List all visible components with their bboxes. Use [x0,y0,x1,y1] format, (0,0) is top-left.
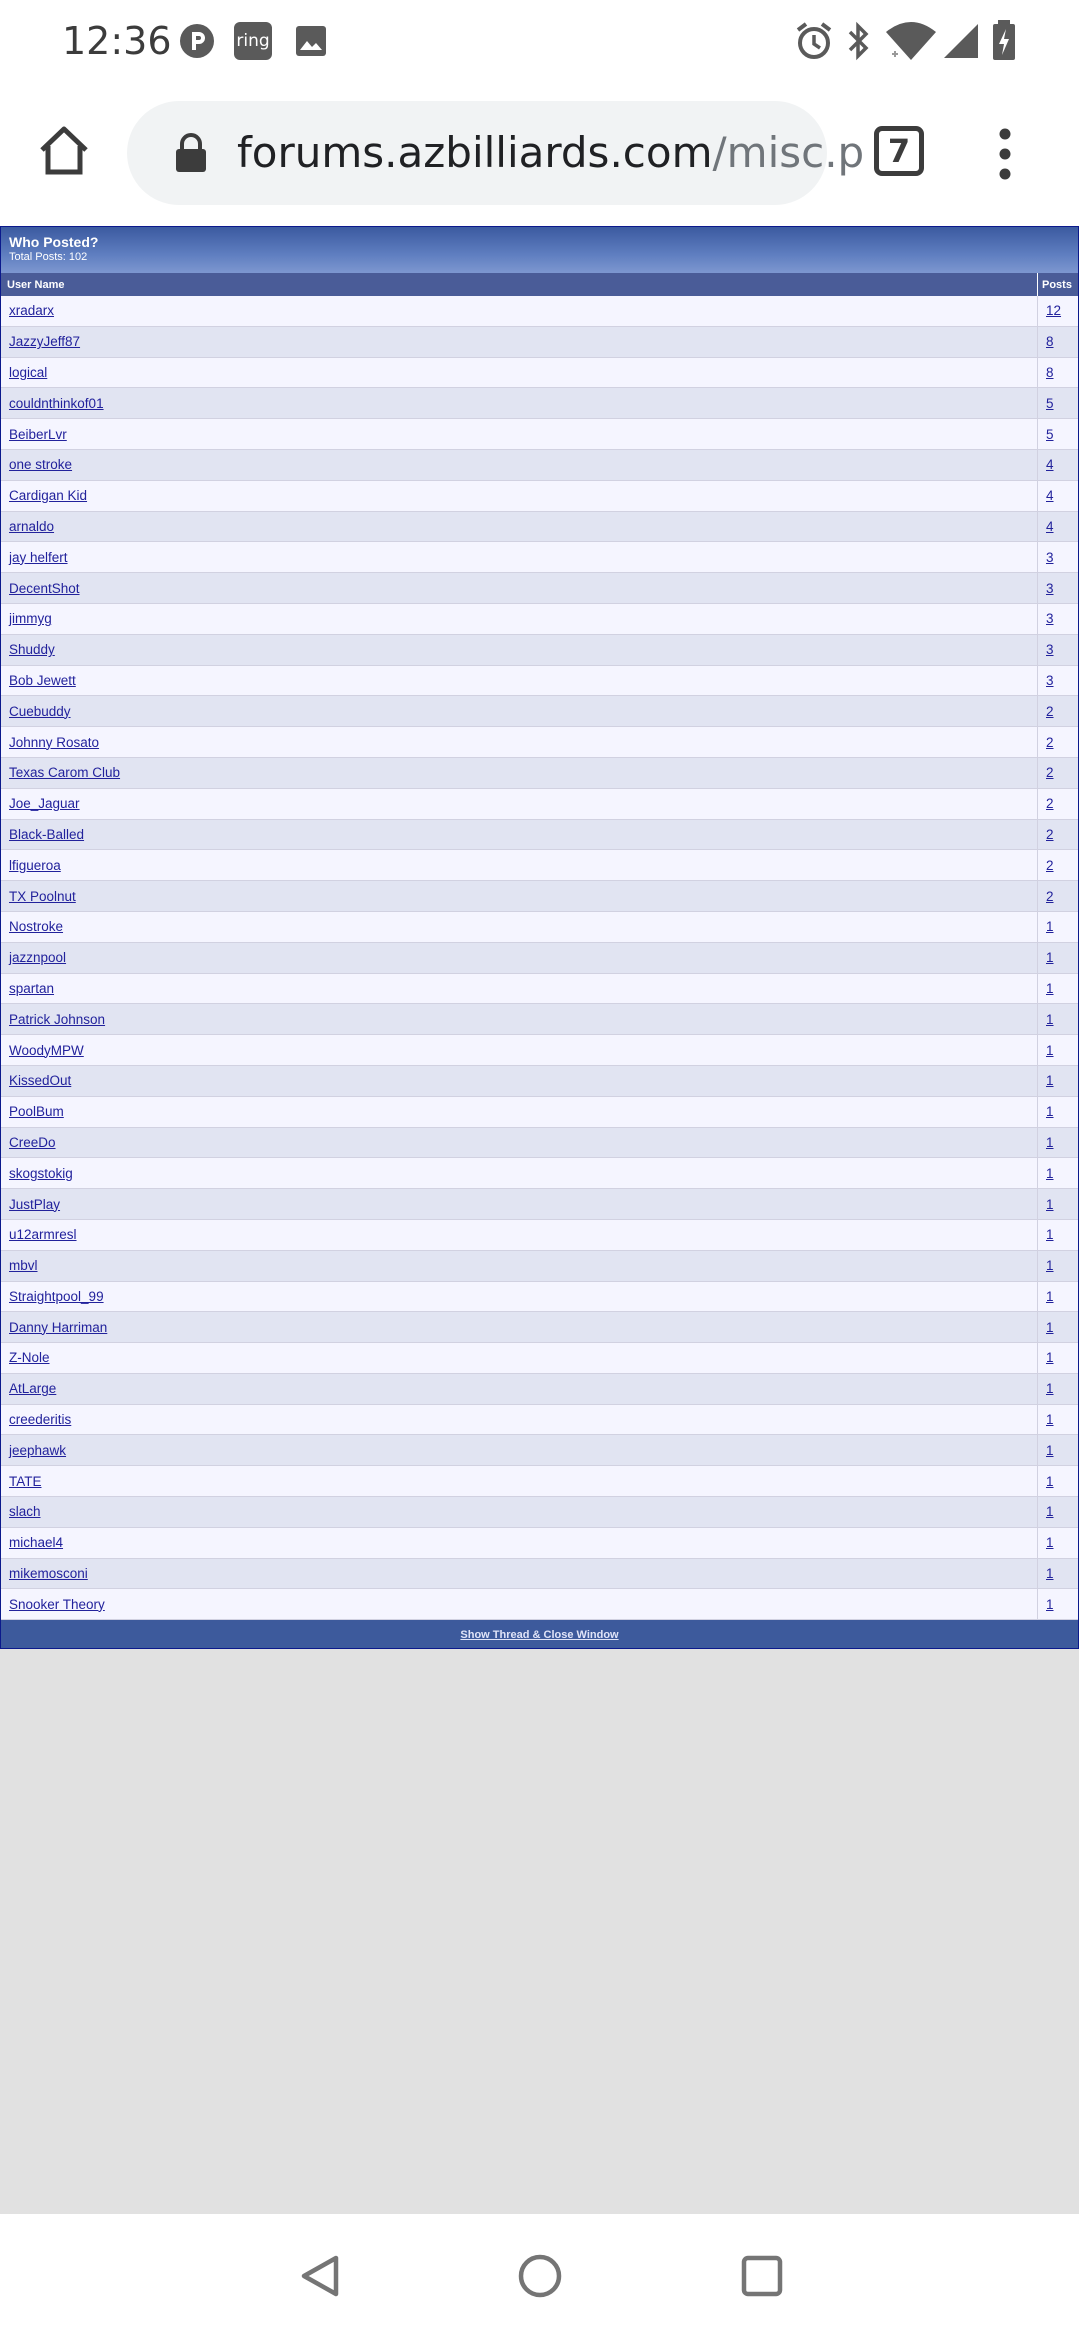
table-row [1,1405,1078,1436]
table-row [1,358,1078,389]
table-row [1,419,1078,450]
user-name-link[interactable]: jazznpool [9,950,67,966]
user-name-cell [1,1066,1038,1097]
post-count-cell [1038,1097,1078,1128]
who-posted-panel [0,226,1079,1649]
table-row [1,1004,1078,1035]
table-row [1,1097,1078,1128]
user-name-cell [1,1097,1038,1128]
post-count-cell [1038,1220,1078,1251]
post-count-cell [1038,604,1078,635]
user-name-link[interactable]: Shuddy [9,642,55,658]
show-thread-close-window-link[interactable]: Show Thread & Close Window [460,1629,619,1642]
user-name-cell [1,604,1038,635]
post-count-cell [1038,450,1078,481]
user-name-cell [1,419,1038,450]
table-row [1,327,1078,358]
wifi-icon [884,20,938,62]
user-name-link[interactable]: spartan [9,980,55,996]
status-time: 12:36 [62,19,172,63]
table-row [1,296,1078,327]
post-count-cell [1038,758,1078,789]
post-count-link[interactable]: 1 [1046,1566,1054,1582]
table-row [1,481,1078,512]
table-row [1,727,1078,758]
user-name-link[interactable]: Bob Jewett [9,672,76,688]
post-count-link[interactable]: 2 [1046,826,1054,842]
user-name-link[interactable]: logical [9,364,48,380]
user-name-link[interactable]: Johnny Rosato [9,734,100,750]
table-row [1,1251,1078,1282]
user-name-cell [1,666,1038,697]
ring-app-label: ring [236,31,270,51]
post-count-cell [1038,1466,1078,1497]
url-host: forums.azbilliards.com [237,128,713,177]
user-name-link[interactable]: jay helfert [9,549,68,565]
user-name-link[interactable]: BeiberLvr [9,426,67,442]
post-count-cell [1038,358,1078,389]
post-count-link[interactable]: 2 [1046,734,1054,750]
pandora-icon [178,22,216,60]
cellular-signal-icon [942,20,980,62]
user-name-link[interactable]: Danny Harriman [9,1319,108,1335]
post-count-cell [1038,512,1078,543]
user-name-cell [1,327,1038,358]
user-name-cell [1,1466,1038,1497]
table-row [1,820,1078,851]
post-count-link[interactable]: 1 [1046,1412,1054,1428]
post-count-cell [1038,1559,1078,1590]
user-name-link[interactable]: Patrick Johnson [9,1011,106,1027]
post-count-link[interactable]: 4 [1046,488,1054,504]
table-row [1,635,1078,666]
user-name-link[interactable]: TATE [9,1473,42,1489]
user-name-link[interactable]: DecentShot [9,580,80,596]
user-name-link[interactable]: Nostroke [9,919,64,935]
user-name-cell [1,820,1038,851]
home-icon[interactable] [36,122,92,178]
post-count-cell [1038,1343,1078,1374]
user-name-link[interactable]: mikemosconi [9,1566,88,1582]
user-name-cell [1,1405,1038,1436]
user-name-link[interactable]: WoodyMPW [9,1042,84,1058]
table-row [1,1158,1078,1189]
ring-app-icon [234,22,272,60]
table-row [1,542,1078,573]
tab-switcher-button[interactable]: 7 [874,126,924,176]
user-name-cell [1,1343,1038,1374]
post-count-link[interactable]: 1 [1046,1011,1054,1027]
post-count-link[interactable]: 1 [1046,1504,1054,1520]
user-name-cell [1,512,1038,543]
user-name-link[interactable]: jimmyg [9,611,52,627]
user-name-cell [1,1251,1038,1282]
alarm-icon [794,20,834,62]
post-count-cell [1038,542,1078,573]
navigation-bar [0,2214,1079,2338]
table-row [1,1497,1078,1528]
table-row [1,512,1078,543]
user-name-cell [1,450,1038,481]
post-count-link[interactable]: 1 [1046,1535,1054,1551]
post-count-link[interactable]: 3 [1046,549,1054,565]
post-count-cell [1038,789,1078,820]
page-content [0,226,1079,2214]
post-count-cell [1038,881,1078,912]
posters-table-body [1,296,1078,1620]
table-row [1,696,1078,727]
post-count-link[interactable]: 8 [1046,364,1054,380]
user-name-cell [1,974,1038,1005]
post-count-link[interactable]: 1 [1046,1073,1054,1089]
user-name-cell [1,1128,1038,1159]
post-count-link[interactable]: 3 [1046,672,1054,688]
table-header-row [1,273,1078,296]
user-name-link[interactable]: KissedOut [9,1073,72,1089]
post-count-cell [1038,1374,1078,1405]
post-count-cell [1038,1128,1078,1159]
user-name-link[interactable]: Cuebuddy [9,703,71,719]
post-count-link[interactable]: 1 [1046,1319,1054,1335]
user-name-cell [1,758,1038,789]
posters-table [1,273,1078,1620]
user-name-link[interactable]: u12armresl [9,1227,77,1243]
user-name-cell [1,1189,1038,1220]
user-name-link[interactable]: creederitis [9,1412,72,1428]
lock-icon[interactable] [173,133,209,173]
post-count-link[interactable]: 1 [1046,1473,1054,1489]
post-count-cell [1038,1189,1078,1220]
post-count-cell [1038,1282,1078,1313]
user-name-cell [1,1004,1038,1035]
user-name-link[interactable]: JazzyJeff87 [9,334,81,350]
post-count-cell [1038,296,1078,327]
user-name-cell [1,789,1038,820]
table-row [1,943,1078,974]
table-row [1,912,1078,943]
post-count-cell [1038,1405,1078,1436]
post-count-cell [1038,1589,1078,1620]
post-count-cell [1038,696,1078,727]
user-name-cell [1,1374,1038,1405]
post-count-link[interactable]: 4 [1046,518,1054,534]
table-row [1,604,1078,635]
table-row [1,1559,1078,1590]
user-name-cell [1,850,1038,881]
user-name-cell [1,542,1038,573]
table-row [1,758,1078,789]
browser-toolbar [0,82,1079,226]
post-count-cell [1038,666,1078,697]
user-name-link[interactable]: couldnthinkof01 [9,395,104,411]
battery-charging-icon [992,20,1016,62]
user-name-link[interactable]: mbvl [9,1258,38,1274]
post-count-cell [1038,1435,1078,1466]
post-count-cell [1038,1312,1078,1343]
post-count-link[interactable]: 1 [1046,1442,1054,1458]
post-count-link[interactable]: 2 [1046,765,1054,781]
user-name-cell [1,1435,1038,1466]
user-name-link[interactable]: PoolBum [9,1104,64,1120]
user-name-link[interactable]: slach [9,1504,41,1520]
table-row [1,388,1078,419]
table-row [1,850,1078,881]
who-posted-header [1,227,1078,273]
table-row [1,1343,1078,1374]
user-name-link[interactable]: lfigueroa [9,857,61,873]
post-count-cell [1038,727,1078,758]
user-name-cell [1,481,1038,512]
post-count-link[interactable]: 2 [1046,888,1054,904]
status-bar [0,0,1079,82]
table-row [1,1282,1078,1313]
table-row [1,573,1078,604]
user-name-cell [1,943,1038,974]
post-count-cell [1038,481,1078,512]
post-count-link[interactable]: 1 [1046,950,1054,966]
user-name-cell [1,1035,1038,1066]
bluetooth-icon [846,20,872,62]
user-name-cell [1,1559,1038,1590]
user-name-link[interactable]: JustPlay [9,1196,61,1212]
table-row [1,1589,1078,1620]
panel-footer [1,1620,1078,1648]
user-name-cell [1,1528,1038,1559]
post-count-link[interactable]: 1 [1046,919,1054,935]
post-count-cell [1038,1497,1078,1528]
post-count-cell [1038,1035,1078,1066]
user-name-link[interactable]: skogstokig [9,1165,73,1181]
post-count-cell [1038,1251,1078,1282]
user-name-link[interactable]: Cardigan Kid [9,488,88,504]
post-count-cell [1038,327,1078,358]
url-path: /misc.p [712,128,865,177]
user-name-cell [1,1312,1038,1343]
post-count-link[interactable]: 1 [1046,1258,1054,1274]
post-count-link[interactable]: 8 [1046,334,1054,350]
user-name-link[interactable]: Texas Carom Club [9,765,121,781]
post-count-cell [1038,419,1078,450]
post-count-link[interactable]: 2 [1046,703,1054,719]
post-count-cell [1038,1066,1078,1097]
post-count-link[interactable]: 1 [1046,1350,1054,1366]
user-name-cell [1,881,1038,912]
post-count-link[interactable]: 2 [1046,857,1054,873]
post-count-link[interactable]: 2 [1046,796,1054,812]
total-posts: Total Posts: 102 [9,251,88,263]
user-name-cell [1,1220,1038,1251]
user-name-cell [1,1158,1038,1189]
post-count-link[interactable]: 3 [1046,580,1054,596]
post-count-cell [1038,1004,1078,1035]
post-count-link[interactable]: 1 [1046,1288,1054,1304]
user-name-link[interactable]: one stroke [9,457,73,473]
post-count-link[interactable]: 1 [1046,1165,1054,1181]
user-name-cell [1,912,1038,943]
address-bar[interactable] [127,101,865,205]
user-name-link[interactable]: CreeDo [9,1134,56,1150]
post-count-link[interactable]: 1 [1046,1381,1054,1397]
table-row [1,1312,1078,1343]
image-icon [292,22,330,60]
home-button-icon[interactable] [516,2252,564,2300]
table-row [1,1374,1078,1405]
post-count-link[interactable]: 5 [1046,395,1054,411]
table-row [1,1466,1078,1497]
post-count-link[interactable]: 1 [1046,1196,1054,1212]
table-row [1,450,1078,481]
table-row [1,789,1078,820]
user-name-cell [1,1282,1038,1313]
post-count-link[interactable]: 1 [1046,1134,1054,1150]
user-name-cell [1,696,1038,727]
table-row [1,1035,1078,1066]
post-count-cell [1038,820,1078,851]
user-name-cell [1,727,1038,758]
post-count-cell [1038,850,1078,881]
column-header-user-name: User Name [1,273,1038,296]
user-name-cell [1,573,1038,604]
user-name-link[interactable]: xradarx [9,303,55,319]
post-count-cell [1038,943,1078,974]
user-name-cell [1,358,1038,389]
table-row [1,1128,1078,1159]
post-count-link[interactable]: 1 [1046,1596,1054,1612]
user-name-link[interactable]: michael4 [9,1535,64,1551]
table-row [1,881,1078,912]
post-count-link[interactable]: 3 [1046,611,1054,627]
post-count-link[interactable]: 1 [1046,1227,1054,1243]
user-name-cell [1,635,1038,666]
user-name-link[interactable]: Z-Nole [9,1350,50,1366]
user-name-link[interactable]: TX Poolnut [9,888,76,904]
user-name-link[interactable]: Straightpool_99 [9,1288,104,1304]
back-icon[interactable] [296,2252,344,2300]
user-name-link[interactable]: Snooker Theory [9,1596,105,1612]
user-name-cell [1,296,1038,327]
post-count-cell [1038,1528,1078,1559]
table-row [1,1220,1078,1251]
user-name-link[interactable]: arnaldo [9,518,55,534]
table-row [1,1435,1078,1466]
post-count-link[interactable]: 1 [1046,1104,1054,1120]
table-row [1,1528,1078,1559]
user-name-link[interactable]: Black-Balled [9,826,85,842]
table-row [1,666,1078,697]
recents-icon[interactable] [738,2252,786,2300]
post-count-link[interactable]: 4 [1046,457,1054,473]
post-count-link[interactable]: 3 [1046,642,1054,658]
user-name-link[interactable]: AtLarge [9,1381,57,1397]
who-posted-title: Who Posted? [9,234,99,250]
user-name-cell [1,1589,1038,1620]
table-row [1,1066,1078,1097]
post-count-cell [1038,573,1078,604]
post-count-link[interactable]: 1 [1046,1042,1054,1058]
user-name-link[interactable]: Joe_Jaguar [9,796,80,812]
post-count-cell [1038,388,1078,419]
column-header-posts: Posts [1038,273,1078,296]
user-name-cell [1,1497,1038,1528]
post-count-cell [1038,635,1078,666]
more-options-icon[interactable] [990,124,1020,184]
post-count-link[interactable]: 12 [1046,303,1062,319]
table-row [1,1189,1078,1220]
url-text[interactable] [237,125,864,181]
post-count-cell [1038,974,1078,1005]
post-count-link[interactable]: 1 [1046,980,1054,996]
post-count-cell [1038,1158,1078,1189]
post-count-cell [1038,912,1078,943]
post-count-link[interactable]: 5 [1046,426,1054,442]
user-name-link[interactable]: jeephawk [9,1442,67,1458]
table-row [1,974,1078,1005]
user-name-cell [1,388,1038,419]
